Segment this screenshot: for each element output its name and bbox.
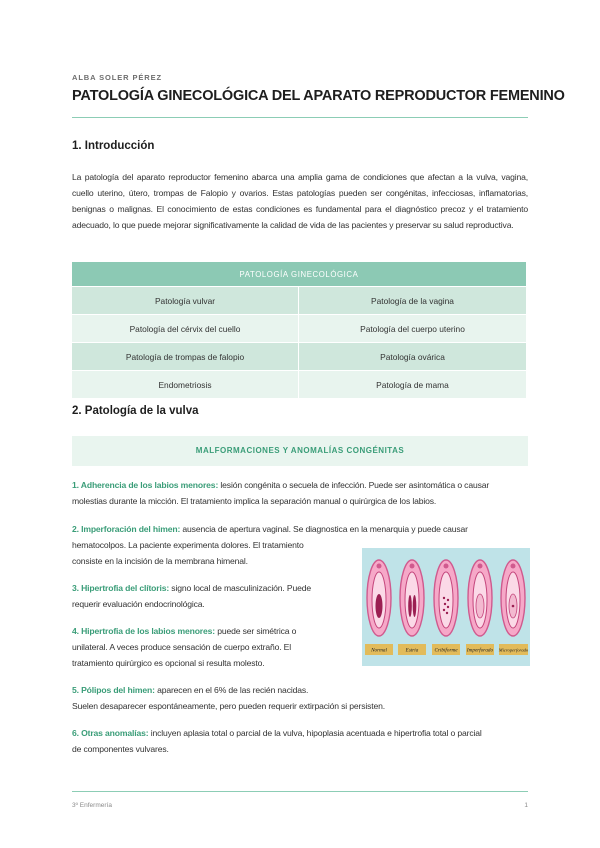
section-1-heading: 1. Introducción [72, 140, 155, 152]
author-name: ALBA SOLER PÉREZ [72, 73, 162, 82]
table-cell: Patología del cuerpo uterino [299, 314, 526, 342]
item-text: lesión congénita o secuela de infección. Puede ser asintomática o causar [220, 480, 490, 490]
item-text: ausencia de apertura vaginal. Se diagnostica en la menarquia y puede causar [182, 524, 468, 534]
hymen-figure-septate [400, 560, 424, 636]
item-label: 6. Otras anomalías: [72, 728, 149, 738]
hymen-figure-imperforate [468, 560, 492, 636]
intro-paragraph: La patología del aparato reproductor femenino abarca una amplia gama de condiciones que afectan a la vulva, vagina, cuello uterino, útero, trompas de Falopio y ovarios. Estas patologías pueden ser congénitas, infecciosas, inflamatorias, benignas o malignas. El conocimiento de estas condiciones es fundamental para el diagnóstico precoz y el tratamiento adecuado, lo que puede mejorar significativamente la calidad de vida de las pacientes y preservar su salud reproductiva. [72, 172, 528, 230]
hymen-figure-cribriform [434, 560, 458, 636]
item-text: aparecen en el 6% de las recién nacidas. [157, 685, 309, 695]
document-title: PATOLOGÍA GINECOLÓGICA DEL APARATO REPRODUCTOR FEMENINO [72, 88, 565, 104]
footer-course: 3º Enfermería [72, 802, 112, 809]
hymen-types-illustration [362, 548, 530, 666]
item-label: 3. Hipertrofia del clítoris: [72, 583, 170, 593]
hymen-figure-microperforate [501, 560, 525, 636]
table-cell: Patología de mama [299, 370, 526, 398]
item-label: 2. Imperforación del himen: [72, 524, 181, 534]
list-item [72, 623, 342, 671]
table-row [72, 370, 526, 398]
item-text: hematocolpos. La paciente experimenta dolores. El tratamiento [72, 540, 304, 550]
item-text: consiste en la incisión de la membrana himenal. [72, 556, 248, 566]
figure-label: Microperforado [498, 647, 529, 653]
list-item [72, 477, 528, 509]
pathology-table-header: PATOLOGÍA GINECOLÓGICA [72, 262, 526, 286]
table-cell: Patología de trompas de falopio [72, 342, 299, 370]
figure-label: Imperforado [466, 647, 494, 654]
item-text: requerir evaluación endocrinológica. [72, 599, 205, 609]
table-cell: Patología ovárica [299, 342, 526, 370]
item-text: tratamiento quirúrgico es opcional si resulta molesto. [72, 658, 265, 668]
title-divider [72, 117, 528, 118]
table-row [72, 286, 526, 314]
table-row [72, 314, 526, 342]
table-row [72, 342, 526, 370]
item-text: Suelen desaparecer espontáneamente, pero pueden requerir extirpación si persisten. [72, 701, 386, 711]
item-label: 5. Pólipos del himen: [72, 685, 155, 695]
item-text: de componentes vulvares. [72, 744, 169, 754]
item-text: puede ser simétrica o [217, 626, 297, 636]
pathology-table [72, 262, 526, 398]
item-text: incluyen aplasia total o parcial de la vulva, hipoplasia acentuada e hipertrofia total o parcial [150, 728, 482, 738]
table-cell: Patología del cérvix del cuello [72, 314, 299, 342]
list-item [72, 725, 528, 757]
table-cell: Endometriosis [72, 370, 299, 398]
item-label: 1. Adherencia de los labios menores: [72, 480, 219, 490]
list-item [72, 580, 342, 612]
figure-label: Normal [371, 647, 387, 654]
table-cell: Patología de la vagina [299, 286, 526, 314]
item-label: 4. Hipertrofia de los labios menores: [72, 626, 215, 636]
footer-divider [72, 791, 528, 792]
item-text: unilateral. A veces produce sensación de cuerpo extraño. El [72, 642, 292, 652]
item-text: signo local de masculinización. Puede [171, 583, 311, 593]
table-cell: Patología vulvar [72, 286, 299, 314]
hymen-figure-normal [367, 560, 391, 636]
page-number: 1 [524, 802, 528, 809]
figure-label: Estria [405, 647, 419, 654]
list-item [72, 682, 528, 714]
section-2-heading: 2. Patología de la vulva [72, 405, 199, 417]
item-text: molestias durante la micción. El tratamiento implica la separación manual o quirúrgica de los labios. [72, 496, 437, 506]
figure-label: Cribiforme [434, 647, 458, 654]
malformations-band: MALFORMACIONES Y ANOMALÍAS CONGÉNITAS [72, 436, 528, 466]
